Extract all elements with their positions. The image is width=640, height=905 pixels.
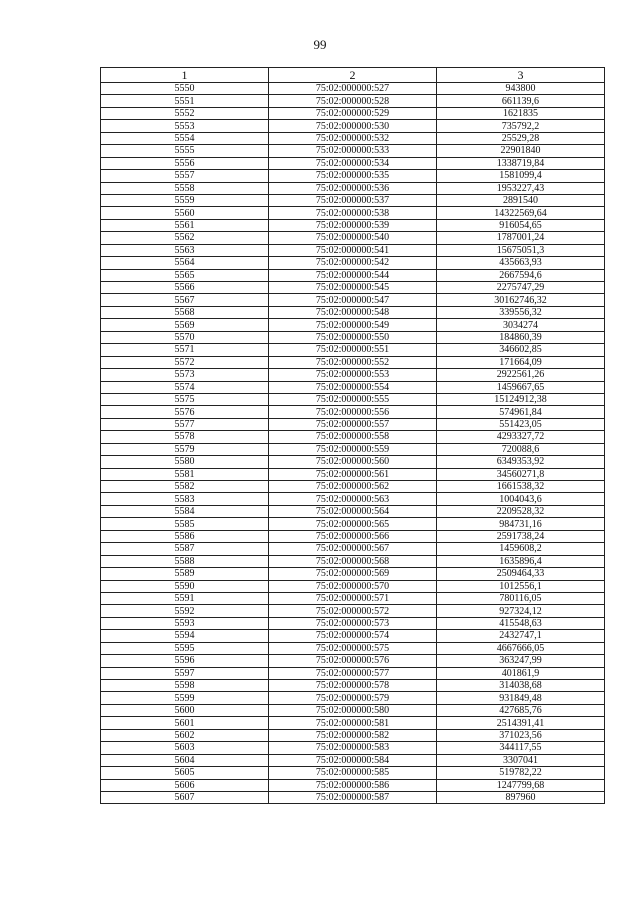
row-number-cell: 5596 (101, 655, 269, 667)
row-number-cell: 5569 (101, 319, 269, 331)
table-row (101, 294, 605, 306)
table-row (101, 369, 605, 381)
table-row (101, 95, 605, 107)
row-number-cell: 5552 (101, 107, 269, 119)
cadastral-number-cell: 75:02:000000:565 (269, 518, 437, 530)
row-number-cell: 5556 (101, 157, 269, 169)
cadastral-number-cell: 75:02:000000:573 (269, 617, 437, 629)
row-number-cell: 5583 (101, 493, 269, 505)
table-row (101, 530, 605, 542)
table-row (101, 232, 605, 244)
row-number-cell: 5565 (101, 269, 269, 281)
row-number-cell: 5573 (101, 369, 269, 381)
value-cell: 551423,05 (437, 418, 605, 430)
table-row (101, 729, 605, 741)
value-cell: 943800 (437, 83, 605, 95)
table-row (101, 767, 605, 779)
cadastral-number-cell: 75:02:000000:536 (269, 182, 437, 194)
value-cell: 720088,6 (437, 443, 605, 455)
row-number-cell: 5580 (101, 456, 269, 468)
cadastral-number-cell: 75:02:000000:577 (269, 667, 437, 679)
value-cell: 344117,55 (437, 742, 605, 754)
cadastral-number-cell: 75:02:000000:566 (269, 530, 437, 542)
value-cell: 6349353,92 (437, 456, 605, 468)
table-row (101, 344, 605, 356)
cadastral-number-cell: 75:02:000000:570 (269, 580, 437, 592)
value-cell: 2209528,32 (437, 505, 605, 517)
value-cell: 661139,6 (437, 95, 605, 107)
table-row (101, 717, 605, 729)
row-number-cell: 5603 (101, 742, 269, 754)
row-number-cell: 5590 (101, 580, 269, 592)
table-row (101, 468, 605, 480)
column-header-2: 2 (269, 68, 437, 83)
row-number-cell: 5566 (101, 282, 269, 294)
row-number-cell: 5593 (101, 617, 269, 629)
row-number-cell: 5575 (101, 393, 269, 405)
cadastral-number-cell: 75:02:000000:579 (269, 692, 437, 704)
cadastral-number-cell: 75:02:000000:581 (269, 717, 437, 729)
row-number-cell: 5585 (101, 518, 269, 530)
row-number-cell: 5599 (101, 692, 269, 704)
table-header-row (101, 68, 605, 83)
value-cell: 1004043,6 (437, 493, 605, 505)
table-row (101, 779, 605, 791)
cadastral-number-cell: 75:02:000000:563 (269, 493, 437, 505)
cadastral-number-cell: 75:02:000000:582 (269, 729, 437, 741)
value-cell: 371023,56 (437, 729, 605, 741)
page-number: 99 (313, 37, 327, 52)
table-row (101, 493, 605, 505)
row-number-cell: 5604 (101, 754, 269, 766)
value-cell: 519782,22 (437, 767, 605, 779)
cadastral-number-cell: 75:02:000000:535 (269, 170, 437, 182)
value-cell: 1338719,84 (437, 157, 605, 169)
value-cell: 171664,09 (437, 356, 605, 368)
cadastral-number-cell: 75:02:000000:561 (269, 468, 437, 480)
cadastral-number-cell: 75:02:000000:584 (269, 754, 437, 766)
cadastral-number-cell: 75:02:000000:569 (269, 568, 437, 580)
value-cell: 2591738,24 (437, 530, 605, 542)
cadastral-number-cell: 75:02:000000:560 (269, 456, 437, 468)
table-row (101, 244, 605, 256)
cadastral-number-cell: 75:02:000000:539 (269, 219, 437, 231)
row-number-cell: 5577 (101, 418, 269, 430)
cadastral-number-cell: 75:02:000000:532 (269, 132, 437, 144)
cadastral-number-cell: 75:02:000000:583 (269, 742, 437, 754)
table-row (101, 754, 605, 766)
value-cell: 3034274 (437, 319, 605, 331)
value-cell: 2509464,33 (437, 568, 605, 580)
row-number-cell: 5597 (101, 667, 269, 679)
cadastral-number-cell: 75:02:000000:555 (269, 393, 437, 405)
table-row (101, 418, 605, 430)
table-row (101, 518, 605, 530)
cadastral-number-cell: 75:02:000000:530 (269, 120, 437, 132)
cadastral-number-cell: 75:02:000000:574 (269, 630, 437, 642)
cadastral-number-cell: 75:02:000000:542 (269, 257, 437, 269)
row-number-cell: 5582 (101, 481, 269, 493)
row-number-cell: 5561 (101, 219, 269, 231)
value-cell: 574961,84 (437, 406, 605, 418)
table-row (101, 406, 605, 418)
value-cell: 2514391,41 (437, 717, 605, 729)
cadastral-number-cell: 75:02:000000:580 (269, 704, 437, 716)
value-cell: 22901840 (437, 145, 605, 157)
cadastral-number-cell: 75:02:000000:540 (269, 232, 437, 244)
table-row (101, 120, 605, 132)
value-cell: 780116,05 (437, 592, 605, 604)
table-row (101, 692, 605, 704)
cadastral-number-cell: 75:02:000000:576 (269, 655, 437, 667)
cadastral-number-cell: 75:02:000000:559 (269, 443, 437, 455)
value-cell: 4293327,72 (437, 431, 605, 443)
table-row (101, 207, 605, 219)
table-row (101, 580, 605, 592)
value-cell: 927324,12 (437, 605, 605, 617)
value-cell: 339556,32 (437, 306, 605, 318)
table-row (101, 157, 605, 169)
value-cell: 2922561,26 (437, 369, 605, 381)
cadastral-number-cell: 75:02:000000:568 (269, 555, 437, 567)
row-number-cell: 5554 (101, 132, 269, 144)
row-number-cell: 5606 (101, 779, 269, 791)
cadastral-number-cell: 75:02:000000:551 (269, 344, 437, 356)
value-cell: 30162746,32 (437, 294, 605, 306)
table-row (101, 83, 605, 95)
column-header-1: 1 (101, 68, 269, 83)
row-number-cell: 5560 (101, 207, 269, 219)
row-number-cell: 5562 (101, 232, 269, 244)
value-cell: 1661538,32 (437, 481, 605, 493)
value-cell: 2667594,6 (437, 269, 605, 281)
table-row (101, 555, 605, 567)
row-number-cell: 5605 (101, 767, 269, 779)
value-cell: 916054,65 (437, 219, 605, 231)
cadastral-number-cell: 75:02:000000:545 (269, 282, 437, 294)
table-row (101, 630, 605, 642)
row-number-cell: 5587 (101, 543, 269, 555)
table-row (101, 219, 605, 231)
cadastral-number-cell: 75:02:000000:585 (269, 767, 437, 779)
cadastral-number-cell: 75:02:000000:571 (269, 592, 437, 604)
cadastral-number-cell: 75:02:000000:556 (269, 406, 437, 418)
row-number-cell: 5594 (101, 630, 269, 642)
row-number-cell: 5559 (101, 194, 269, 206)
table-row (101, 592, 605, 604)
value-cell: 1787001,24 (437, 232, 605, 244)
value-cell: 2891540 (437, 194, 605, 206)
cadastral-number-cell: 75:02:000000:552 (269, 356, 437, 368)
value-cell: 15124912,38 (437, 393, 605, 405)
cadastral-number-cell: 75:02:000000:549 (269, 319, 437, 331)
table-row (101, 170, 605, 182)
row-number-cell: 5567 (101, 294, 269, 306)
value-cell: 1621835 (437, 107, 605, 119)
value-cell: 363247,99 (437, 655, 605, 667)
row-number-cell: 5595 (101, 642, 269, 654)
cadastral-number-cell: 75:02:000000:550 (269, 331, 437, 343)
cadastral-number-cell: 75:02:000000:575 (269, 642, 437, 654)
table-row (101, 505, 605, 517)
cadastral-number-cell: 75:02:000000:548 (269, 306, 437, 318)
value-cell: 34560271,8 (437, 468, 605, 480)
value-cell: 346602,85 (437, 344, 605, 356)
value-cell: 401861,9 (437, 667, 605, 679)
table-row (101, 456, 605, 468)
table-row (101, 182, 605, 194)
row-number-cell: 5576 (101, 406, 269, 418)
value-cell: 1581099,4 (437, 170, 605, 182)
value-cell: 984731,16 (437, 518, 605, 530)
value-cell: 415548,63 (437, 617, 605, 629)
column-header-3: 3 (437, 68, 605, 83)
table-row (101, 617, 605, 629)
row-number-cell: 5551 (101, 95, 269, 107)
cadastral-number-cell: 75:02:000000:534 (269, 157, 437, 169)
row-number-cell: 5581 (101, 468, 269, 480)
table-row (101, 791, 605, 803)
table-row (101, 642, 605, 654)
cadastral-number-cell: 75:02:000000:562 (269, 481, 437, 493)
row-number-cell: 5601 (101, 717, 269, 729)
value-cell: 931849,48 (437, 692, 605, 704)
row-number-cell: 5572 (101, 356, 269, 368)
cadastral-number-cell: 75:02:000000:529 (269, 107, 437, 119)
cadastral-number-cell: 75:02:000000:527 (269, 83, 437, 95)
table-row (101, 132, 605, 144)
row-number-cell: 5592 (101, 605, 269, 617)
table-row (101, 319, 605, 331)
value-cell: 1953227,43 (437, 182, 605, 194)
cadastral-number-cell: 75:02:000000:572 (269, 605, 437, 617)
table-row (101, 145, 605, 157)
row-number-cell: 5598 (101, 680, 269, 692)
value-cell: 3307041 (437, 754, 605, 766)
row-number-cell: 5591 (101, 592, 269, 604)
value-cell: 1247799,68 (437, 779, 605, 791)
row-number-cell: 5571 (101, 344, 269, 356)
table-row (101, 680, 605, 692)
row-number-cell: 5553 (101, 120, 269, 132)
row-number-cell: 5586 (101, 530, 269, 542)
table-row (101, 443, 605, 455)
cadastral-number-cell: 75:02:000000:533 (269, 145, 437, 157)
cadastral-number-cell: 75:02:000000:578 (269, 680, 437, 692)
value-cell: 427685,76 (437, 704, 605, 716)
row-number-cell: 5564 (101, 257, 269, 269)
value-cell: 184860,39 (437, 331, 605, 343)
value-cell: 1459667,65 (437, 381, 605, 393)
value-cell: 435663,93 (437, 257, 605, 269)
cadastral-number-cell: 75:02:000000:554 (269, 381, 437, 393)
table-row (101, 655, 605, 667)
cadastral-number-cell: 75:02:000000:587 (269, 791, 437, 803)
value-cell: 4667666,05 (437, 642, 605, 654)
row-number-cell: 5588 (101, 555, 269, 567)
table-row (101, 257, 605, 269)
row-number-cell: 5600 (101, 704, 269, 716)
row-number-cell: 5574 (101, 381, 269, 393)
table-row (101, 704, 605, 716)
value-cell: 2275747,29 (437, 282, 605, 294)
value-cell: 1012556,1 (437, 580, 605, 592)
table-row (101, 194, 605, 206)
row-number-cell: 5589 (101, 568, 269, 580)
cadastral-number-cell: 75:02:000000:564 (269, 505, 437, 517)
row-number-cell: 5550 (101, 83, 269, 95)
row-number-cell: 5570 (101, 331, 269, 343)
value-cell: 1459608,2 (437, 543, 605, 555)
row-number-cell: 5555 (101, 145, 269, 157)
value-cell: 2432747,1 (437, 630, 605, 642)
row-number-cell: 5579 (101, 443, 269, 455)
table-row (101, 381, 605, 393)
table-row (101, 431, 605, 443)
table-row (101, 306, 605, 318)
table-row (101, 568, 605, 580)
table-row (101, 481, 605, 493)
table-row (101, 543, 605, 555)
row-number-cell: 5557 (101, 170, 269, 182)
table-row (101, 269, 605, 281)
cadastral-number-cell: 75:02:000000:541 (269, 244, 437, 256)
row-number-cell: 5602 (101, 729, 269, 741)
cadastral-number-cell: 75:02:000000:528 (269, 95, 437, 107)
row-number-cell: 5558 (101, 182, 269, 194)
cadastral-number-cell: 75:02:000000:557 (269, 418, 437, 430)
value-cell: 25529,28 (437, 132, 605, 144)
value-cell: 14322569,64 (437, 207, 605, 219)
value-cell: 15675051,3 (437, 244, 605, 256)
row-number-cell: 5578 (101, 431, 269, 443)
value-cell: 1635896,4 (437, 555, 605, 567)
cadastral-number-cell: 75:02:000000:537 (269, 194, 437, 206)
cadastral-number-cell: 75:02:000000:558 (269, 431, 437, 443)
row-number-cell: 5563 (101, 244, 269, 256)
row-number-cell: 5584 (101, 505, 269, 517)
table-row (101, 667, 605, 679)
table-row (101, 356, 605, 368)
table-row (101, 605, 605, 617)
table-row (101, 282, 605, 294)
value-cell: 314038,68 (437, 680, 605, 692)
table-row (101, 742, 605, 754)
value-cell: 897960 (437, 791, 605, 803)
cadastral-number-cell: 75:02:000000:586 (269, 779, 437, 791)
cadastral-number-cell: 75:02:000000:553 (269, 369, 437, 381)
data-table (100, 67, 605, 804)
row-number-cell: 5568 (101, 306, 269, 318)
table-row (101, 393, 605, 405)
table-row (101, 331, 605, 343)
table-row (101, 107, 605, 119)
cadastral-number-cell: 75:02:000000:538 (269, 207, 437, 219)
value-cell: 735792,2 (437, 120, 605, 132)
cadastral-number-cell: 75:02:000000:567 (269, 543, 437, 555)
row-number-cell: 5607 (101, 791, 269, 803)
cadastral-number-cell: 75:02:000000:544 (269, 269, 437, 281)
cadastral-number-cell: 75:02:000000:547 (269, 294, 437, 306)
table-body (101, 83, 605, 804)
